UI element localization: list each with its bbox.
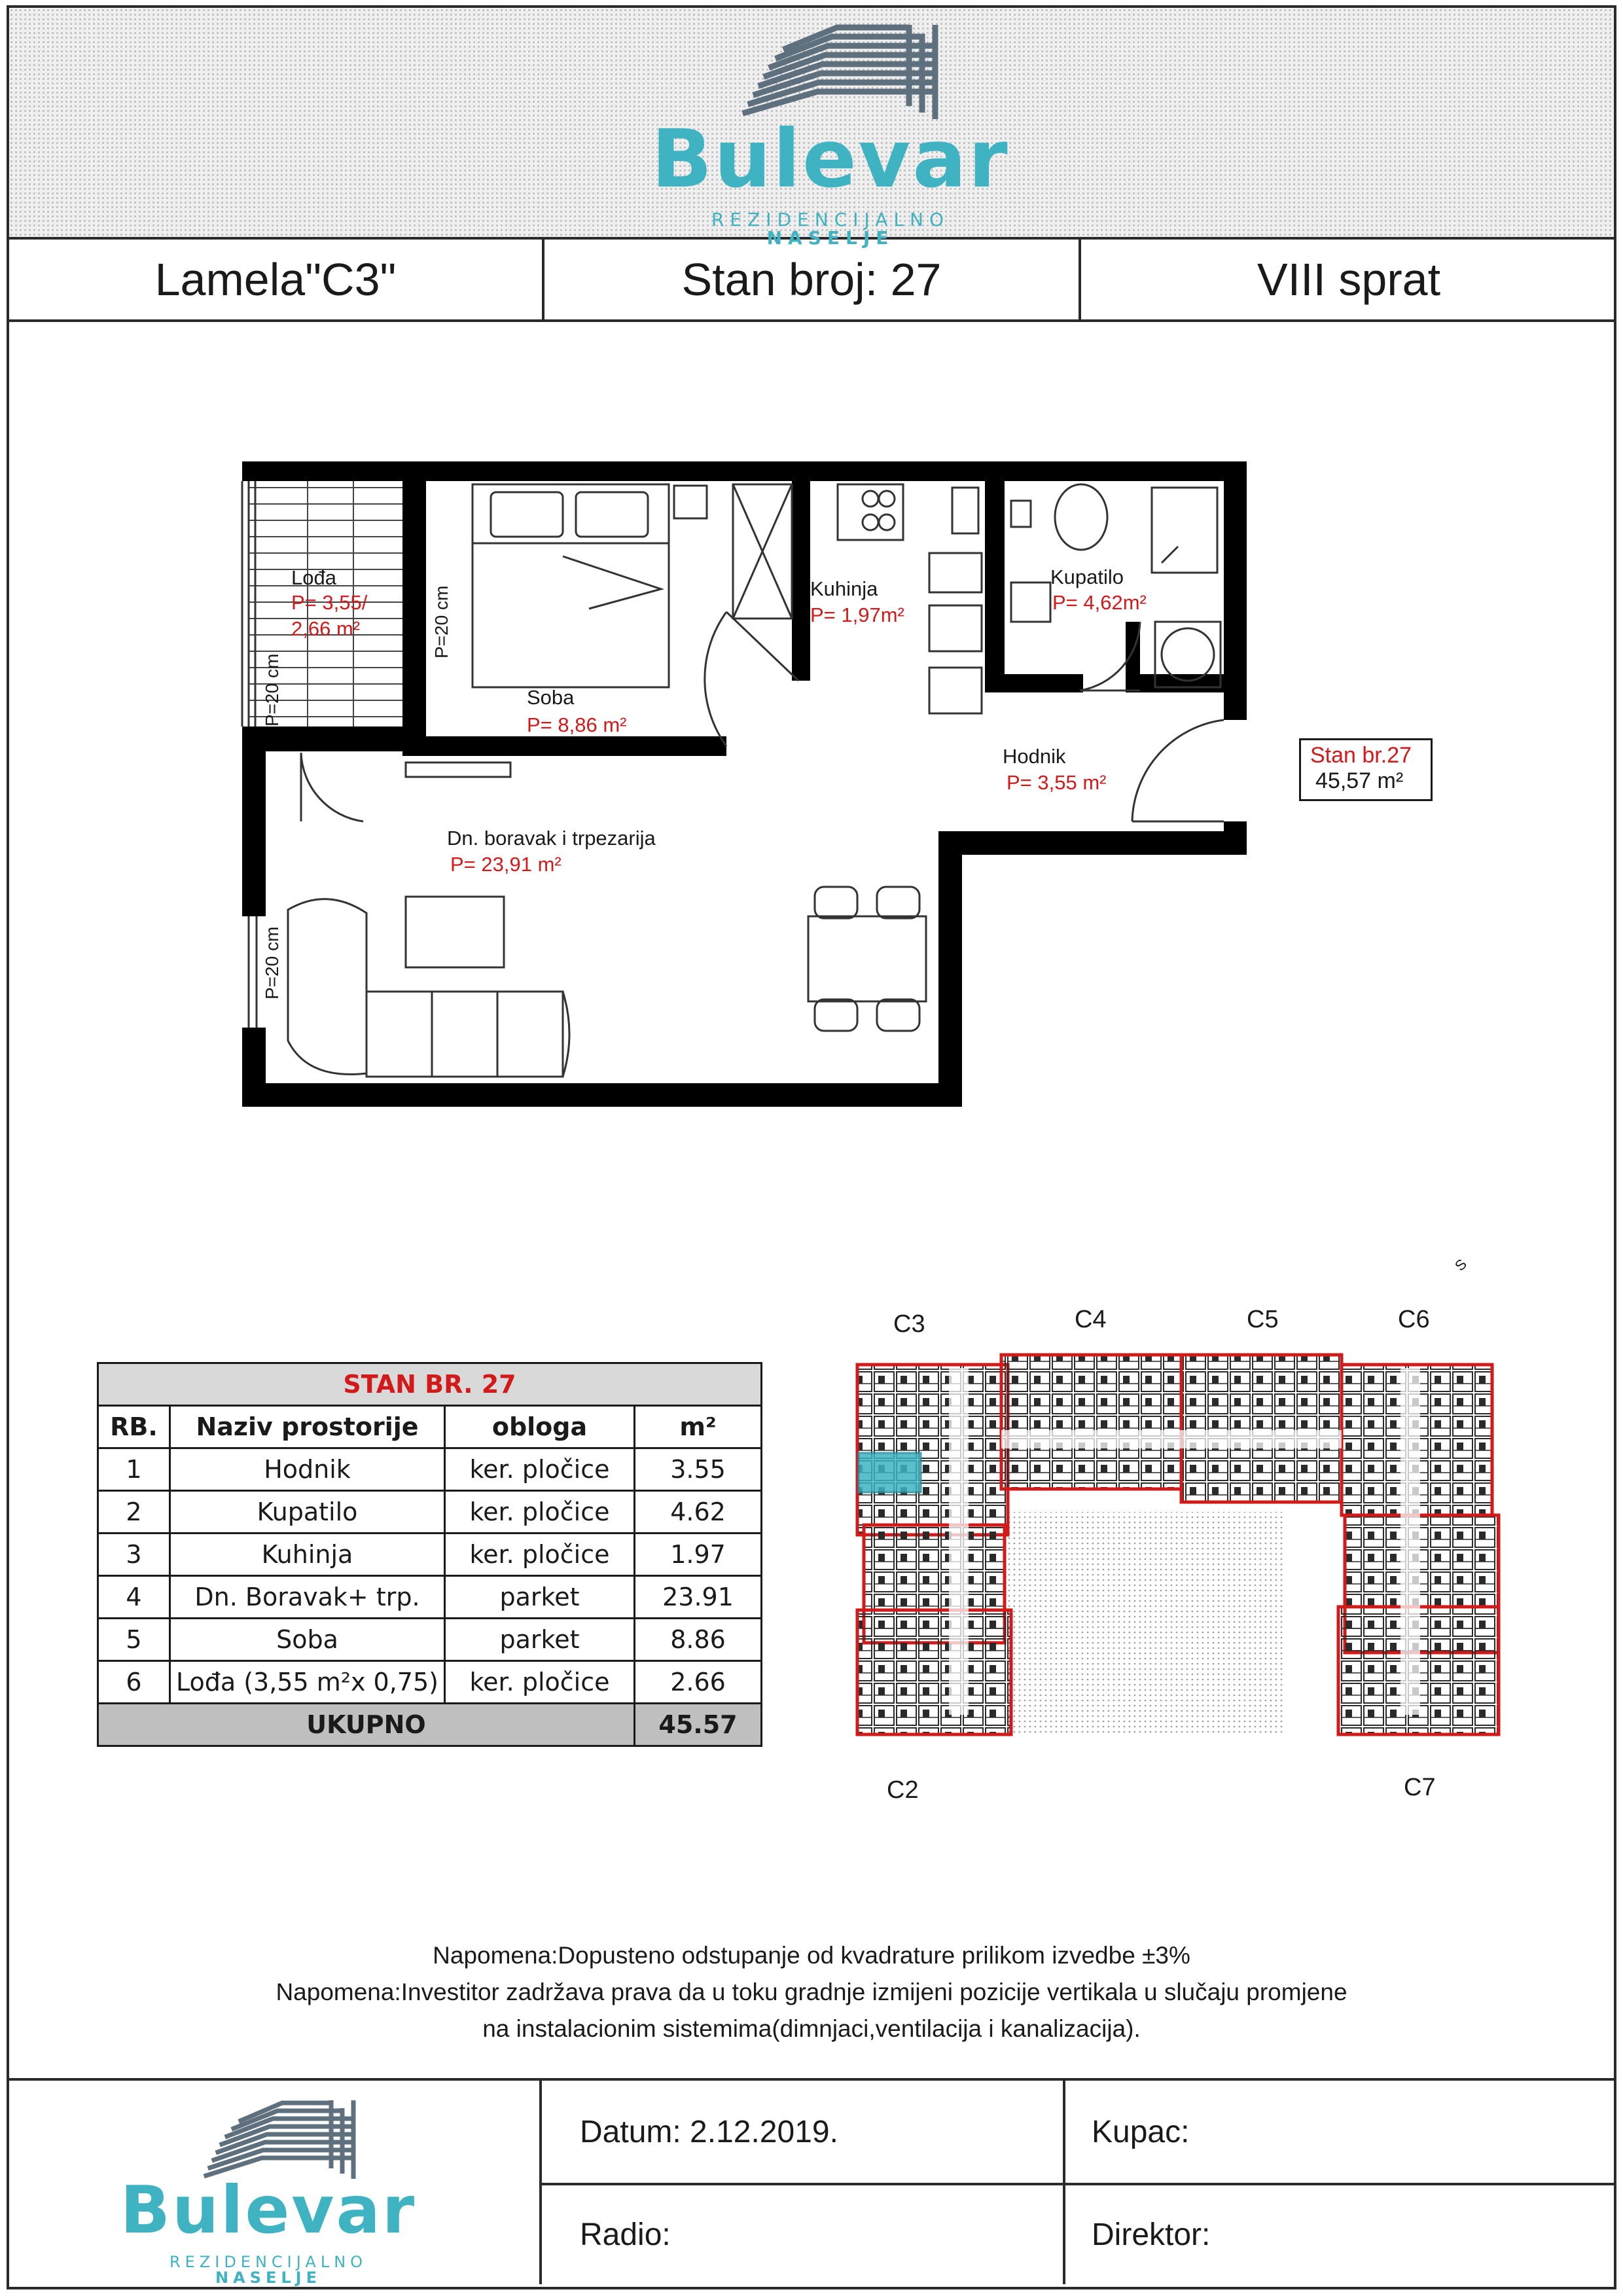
brand-tagline-prefix: REZIDENCIJALNO (711, 209, 950, 230)
table-row (98, 1661, 762, 1704)
unit-label: Stan br.27 (1310, 743, 1412, 768)
loda-label: Lođa (291, 566, 336, 589)
brand-wordmark: Bulevar (651, 113, 1010, 206)
kuhinja-area: P= 1,97m² (810, 603, 904, 626)
table-title: STAN BR. 27 (98, 1363, 762, 1406)
site-label-c5: C5 (1247, 1306, 1279, 1333)
site-label-c6: C6 (1398, 1306, 1430, 1333)
note-line: na instalacionim sistemima(dimnjaci,ventilacija i kanalizacija). (482, 2015, 1141, 2042)
footer-logo (118, 2094, 419, 2287)
table-cell: 8.86 (635, 1619, 762, 1661)
table-cell: 4.62 (635, 1491, 762, 1534)
site-label-c7: C7 (1404, 1774, 1436, 1801)
boravak-label: Dn. boravak i trpezarija (447, 827, 656, 850)
footer (7, 2078, 1616, 2287)
footer-tagline-bold: NASELJE (215, 2269, 321, 2287)
loda-area-1: P= 3,55/ (291, 591, 368, 614)
parapet-soba: P=20 cm (431, 585, 452, 658)
soba-area: P= 8,86 m² (527, 713, 627, 736)
unit-summary-box (1299, 738, 1433, 801)
table-cell: Kuhinja (170, 1534, 445, 1576)
note-line: Napomena:Dopusteno odstupanje od kvadrature prilikom izvedbe ±3% (433, 1942, 1190, 1969)
buyer-field[interactable]: Kupac: (1065, 2081, 1614, 2185)
table-cell: Lođa (3,55 m²x 0,75) (170, 1661, 445, 1704)
table-row (98, 1534, 762, 1576)
table-total-value: 45.57 (635, 1704, 762, 1746)
unit-area: 45,57 m² (1315, 768, 1404, 793)
table-row (98, 1491, 762, 1534)
table-cell: 3 (98, 1534, 170, 1576)
table-header: RB. (98, 1406, 170, 1448)
table-cell: parket (445, 1619, 635, 1661)
floor-title: VIII sprat (1257, 254, 1441, 305)
director-field[interactable]: Direktor: (1092, 2217, 1211, 2252)
table-row (98, 1576, 762, 1619)
hodnik-label: Hodnik (1003, 745, 1066, 768)
kupatilo-label: Kupatilo (1050, 565, 1124, 588)
site-label-c4: C4 (1075, 1306, 1107, 1333)
lamela-title: Lamela"C3" (9, 240, 544, 319)
room-area-table (97, 1362, 762, 1747)
table-cell: 2 (98, 1491, 170, 1534)
loda-area-2: 2,66 m² (291, 617, 361, 640)
notes (0, 1937, 1623, 2047)
table-cell: ker. pločice (445, 1491, 635, 1534)
table-cell: 1.97 (635, 1534, 762, 1576)
table-cell: 3.55 (635, 1448, 762, 1491)
table-row (98, 1448, 762, 1491)
table-cell: parket (445, 1576, 635, 1619)
footer-brand-wordmark: Bulevar (120, 2172, 417, 2248)
table-header: obloga (445, 1406, 635, 1448)
table-header: m² (635, 1406, 762, 1448)
kupatilo-area: P= 4,62m² (1052, 591, 1147, 614)
footer-brand-tagline (118, 2254, 419, 2286)
compass-letter: S (1451, 1255, 1471, 1274)
table-cell: 2.66 (635, 1661, 762, 1704)
table-cell: 4 (98, 1576, 170, 1619)
table-cell: 23.91 (635, 1576, 762, 1619)
table-cell: ker. pločice (445, 1534, 635, 1576)
brand-tagline-bold: NASELJE (766, 227, 895, 249)
parapet-boravak: P=20 cm (262, 926, 282, 999)
table-cell: Soba (170, 1619, 445, 1661)
footer-tagline-prefix: REZIDENCIJALNO (169, 2253, 368, 2271)
table-total-label: UKUPNO (98, 1704, 635, 1746)
table-cell: Kupatilo (170, 1491, 445, 1534)
date-field: Datum: 2.12.2019. (542, 2081, 1065, 2185)
boravak-area: P= 23,91 m² (450, 853, 562, 876)
table-cell: Hodnik (170, 1448, 445, 1491)
site-plan (851, 1348, 1505, 1754)
kuhinja-label: Kuhinja (810, 577, 878, 600)
table-cell: ker. pločice (445, 1661, 635, 1704)
table-header: Naziv prostorije (170, 1406, 445, 1448)
site-label-c3: C3 (893, 1310, 925, 1338)
table-row (98, 1619, 762, 1661)
prepared-by-field[interactable]: Radio: (542, 2185, 1065, 2284)
soba-label: Soba (527, 686, 575, 709)
table-cell: 6 (98, 1661, 170, 1704)
unit-27-highlight (859, 1453, 921, 1492)
hodnik-area: P= 3,55 m² (1007, 771, 1107, 794)
table-cell: Dn. Boravak+ trp. (170, 1576, 445, 1619)
note-line: Napomena:Investitor zadržava prava da u toku gradnje izmijeni pozicije vertikala u slučaju promjene (276, 1979, 1347, 2005)
footer-logo-cell (7, 2081, 542, 2287)
parapet-loda: P=20 cm (262, 653, 282, 726)
table-cell: ker. pločice (445, 1448, 635, 1491)
site-label-c2: C2 (887, 1776, 919, 1804)
table-cell: 5 (98, 1619, 170, 1661)
table-cell: 1 (98, 1448, 170, 1491)
unit-number-title: Stan broj: 27 (544, 240, 1081, 319)
